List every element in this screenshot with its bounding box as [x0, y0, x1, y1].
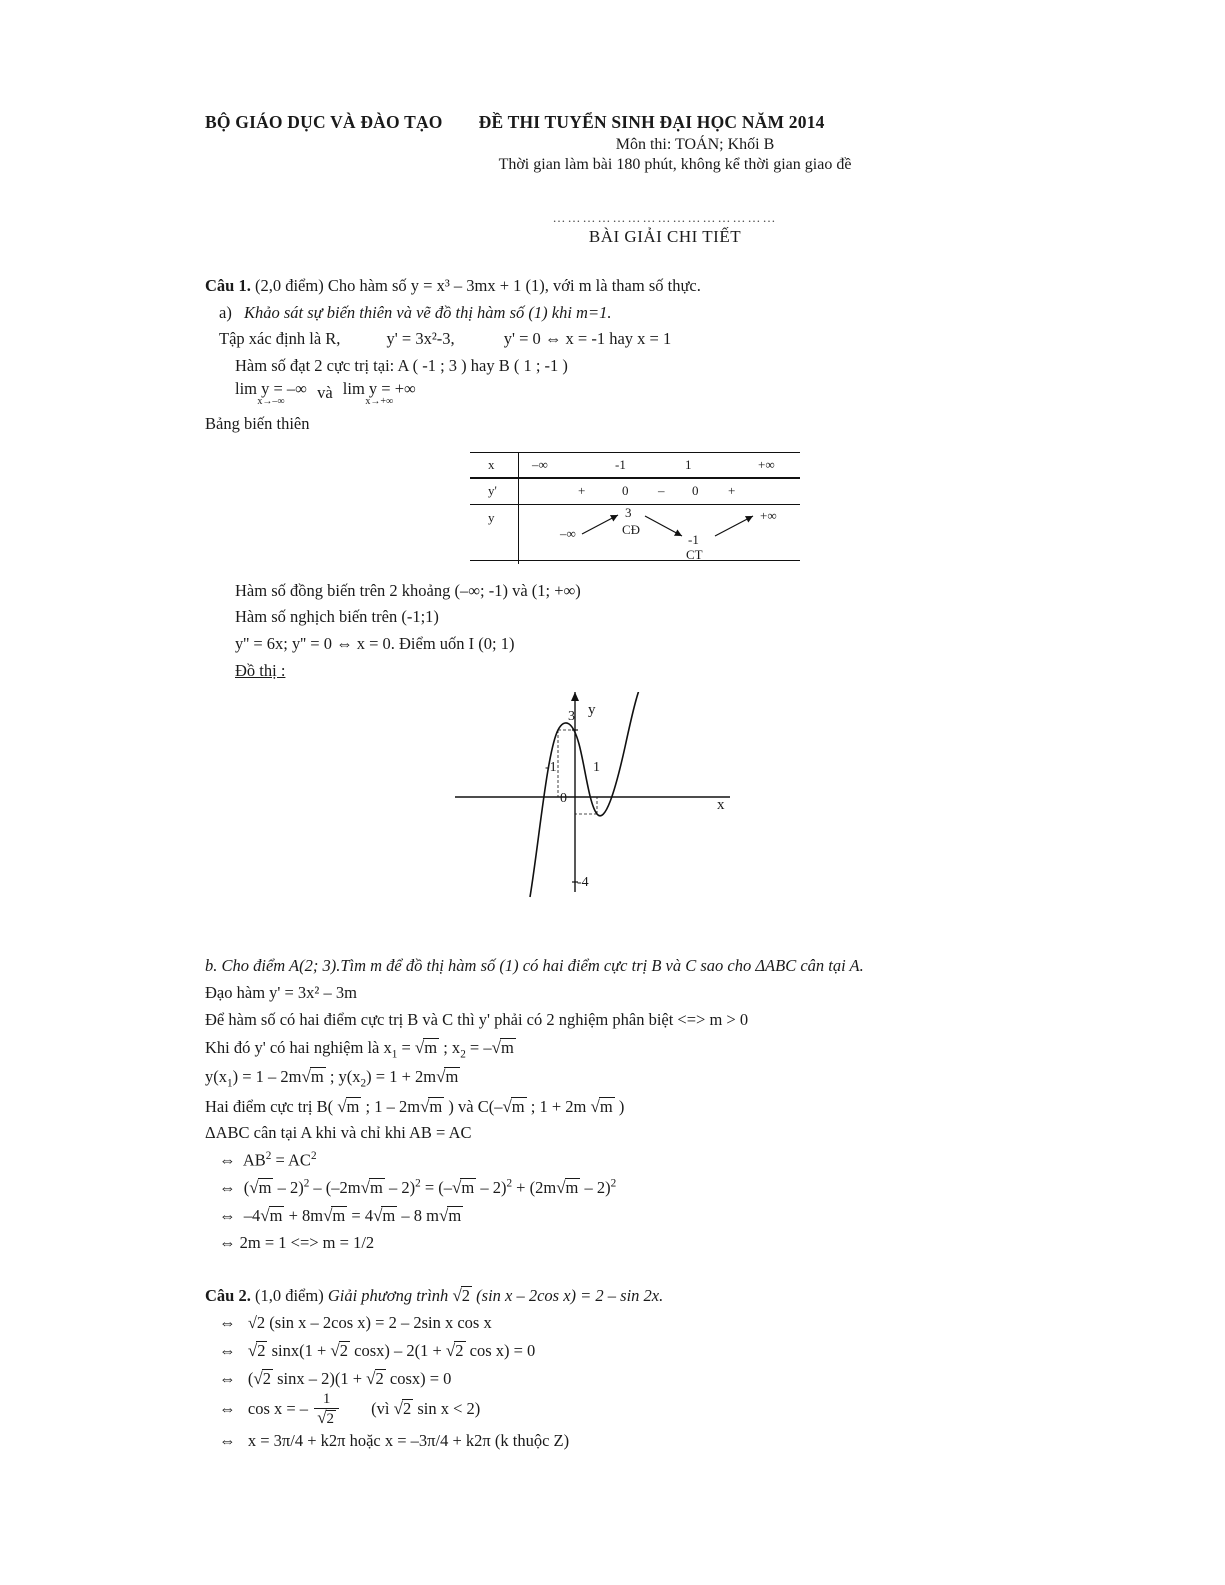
graph-x-axis-label: x	[717, 797, 725, 814]
cau2-points: (1,0 điểm)	[254, 1286, 324, 1306]
cau2-final: x = 3π/4 + k2π hoặc x = –3π/4 + k2π (k thuộc Z)	[247, 1431, 570, 1451]
vt-x-label: x	[488, 456, 495, 472]
ministry-name: BỘ GIÁO DỤC VÀ ĐÀO TẠO	[205, 112, 443, 132]
cau1b-line-7: ⇔ $AB^2 = AC^2$	[219, 1149, 317, 1170]
vt-y-val-0: –∞	[560, 525, 576, 541]
document-content	[205, 112, 1035, 1455]
cau1b-line-1: Đạo hàm y' = 3x² – 3m	[205, 983, 357, 1003]
derivative-zero-expr: y' = 0 ⇔ x = -1 hay x = 1	[503, 329, 672, 349]
vt-y-label: y	[488, 509, 495, 525]
second-derivative-line: y'' = 6x; y'' = 0 ⇔ x = 0. Điểm uốn I (0; 1)	[235, 634, 515, 653]
domain-line	[205, 326, 1035, 353]
cau2-section	[205, 1282, 1035, 1455]
limit-conjunction: và	[317, 382, 333, 402]
cau2-statement-italic: Giải phương trình	[327, 1286, 449, 1306]
cau2-line-5: ⇔ x = 3π/4 + k2π hoặc x = –3π/4 + k2π (k thuộc Z)	[219, 1431, 570, 1451]
extrema-line: Hàm số đạt 2 cực trị tại: A ( -1 ; 3 ) hay B ( 1 ; -1 )	[235, 356, 568, 376]
part-a-label: a)	[219, 302, 232, 322]
part-a-text: Khảo sát sự biến thiên và vẽ đồ thị hàm số (1) khi m=1.	[243, 302, 612, 322]
limit-right-sub: x→+∞	[365, 395, 394, 407]
vt-yp-label: y'	[488, 482, 497, 498]
cau1b-line-6: ΔABC cân tại A khi và chỉ khi AB = AC	[205, 1123, 472, 1143]
graph-y-axis-label: y	[588, 702, 596, 719]
graph-tick-neg4: -4	[577, 875, 589, 891]
vt-yp-val-3: 0	[692, 482, 699, 498]
graph-origin: 0	[560, 791, 567, 807]
vt-yp-val-2: –	[658, 482, 665, 498]
time-line: Thời gian làm bài 180 phút, không kể thời gian giao đề	[498, 156, 852, 173]
document-header	[205, 112, 1035, 133]
derivative-expr: y' = 3x²-3,	[386, 329, 455, 349]
cau1b-line-10: ⇔ 2m = 1 <=> m = 1/2	[219, 1232, 375, 1252]
limits-line	[205, 380, 1035, 407]
cau1-part-b-statement: b. Cho điểm A(2; 3).Tìm m để đồ thị hàm số (1) có hai điểm cực trị B và C sao cho ΔABC cân tại A.	[205, 956, 864, 976]
variation-table	[470, 452, 800, 564]
cau1-statement-line	[205, 273, 1035, 300]
limit-right-expr: lim y = +∞	[342, 379, 416, 399]
decrease-line: Hàm số nghịch biến trên (-1;1)	[235, 607, 439, 627]
limit-left-sub: x→–∞	[257, 395, 285, 407]
dotted-divider: ………………………………………	[552, 210, 778, 225]
vt-ct-label: CT	[686, 546, 703, 562]
cau2-equation: (sin x – 2cos x) = 2 – sin 2x.	[476, 1286, 664, 1306]
cau1-section	[205, 273, 1035, 1256]
bbt-label: Bảng biến thiên	[205, 413, 310, 433]
increase-line: Hàm số đồng biến trên 2 khoảng (–∞; -1) và (1; +∞)	[235, 580, 581, 600]
graph-tick-neg1: -1	[545, 760, 557, 776]
graph-svg	[455, 692, 785, 907]
vt-y-val-1: 3	[625, 504, 632, 520]
cau1b-line-5: Hai điểm cực trị B( √m ; 1 – 2m√m ) và C(–√m ; 1 + 2m √m )	[205, 1096, 625, 1116]
fraction-one-over-sqrt2: $\frac{1}{√2}$	[314, 1392, 339, 1428]
domain-text: Tập xác định là R,	[219, 329, 341, 349]
vt-x-val-3: +∞	[758, 456, 775, 472]
cau1b-line-3: Khi đó y' có hai nghiệm là $x_1 = √m$ ; $x_2 = -√m$	[205, 1037, 514, 1060]
cau1b-line-2: Để hàm số có hai điểm cực trị B và C thì y' phải có 2 nghiệm phân biệt <=> m > 0	[205, 1009, 749, 1029]
cau2-note: (vì	[371, 1399, 390, 1418]
variation-arrows	[470, 452, 800, 564]
limit-left-expr: lim y = –∞	[235, 379, 307, 399]
vt-x-val-0: –∞	[532, 456, 548, 472]
vt-x-val-2: 1	[685, 456, 692, 472]
cau1b-line-8: ⇔ (√m – 2)$^2$ – (–2m√m – 2)$^2$ = (–√m – 2)$^2$ + (2m√m – 2)$^2$	[219, 1177, 617, 1198]
vt-cd-label: CĐ	[622, 521, 641, 537]
cau1b-line-4: $y(x_1) = 1 - 2m√m$ ; $y(x_2) = 1 + 2m√m$	[205, 1067, 459, 1090]
vt-x-val-1: -1	[615, 456, 626, 472]
cau1-points: (2,0 điểm)	[254, 276, 324, 295]
cau2-line-2: ⇔ √2 sinx(1 + √2 cosx) – 2(1 + √2 cos x) = 0	[219, 1340, 536, 1360]
vt-yp-val-1: 0	[622, 482, 629, 498]
graph-tick-3: 3	[568, 709, 575, 725]
vt-y-val-2: -1	[688, 531, 699, 547]
graph-tick-1: 1	[593, 760, 600, 776]
cau2-line-4: ⇔ cos x = – $\frac{1}{√2}$ (vì √2 sin x < 2)	[219, 1391, 481, 1427]
cau1-statement: Cho hàm số y = x³ – 3mx + 1 (1), với m là tham số thực.	[327, 276, 701, 295]
vt-yp-val-0: +	[578, 482, 586, 498]
limit-right	[343, 381, 416, 407]
subject-line: Môn thi: TOÁN; Khối B	[615, 136, 775, 153]
cau2-label: Câu 2.	[205, 1286, 251, 1306]
cau2-line-1: ⇔ √2 (sin x – 2cos x) = 2 – 2sin x cos x	[219, 1313, 492, 1333]
cau1b-line-9: ⇔ –4√m + 8m√m = 4√m – 8 m√m	[219, 1205, 462, 1225]
function-graph	[455, 692, 785, 907]
cau2-note2: sin x < 2)	[417, 1399, 481, 1418]
cau2-statement-line: Câu 2. (1,0 điểm) Giải phương trình √2 (sin x – 2cos x) = 2 – sin 2x.	[205, 1286, 664, 1306]
cau1-part-a-line	[205, 300, 1035, 327]
limit-left	[235, 381, 307, 407]
solution-title: BÀI GIẢI CHI TIẾT	[588, 227, 742, 246]
vt-y-val-3: +∞	[760, 507, 777, 523]
graph-label	[205, 658, 1035, 685]
cau1-label: Câu 1.	[205, 276, 251, 295]
cau2-line-3: ⇔ (√2 sinx – 2)(1 + √2 cosx) = 0	[219, 1368, 452, 1388]
exam-title: ĐỀ THI TUYỂN SINH ĐẠI HỌC NĂM 2014	[478, 112, 825, 132]
graph-label-text: Đồ thị :	[235, 660, 286, 680]
vt-yp-val-4: +	[728, 482, 736, 498]
